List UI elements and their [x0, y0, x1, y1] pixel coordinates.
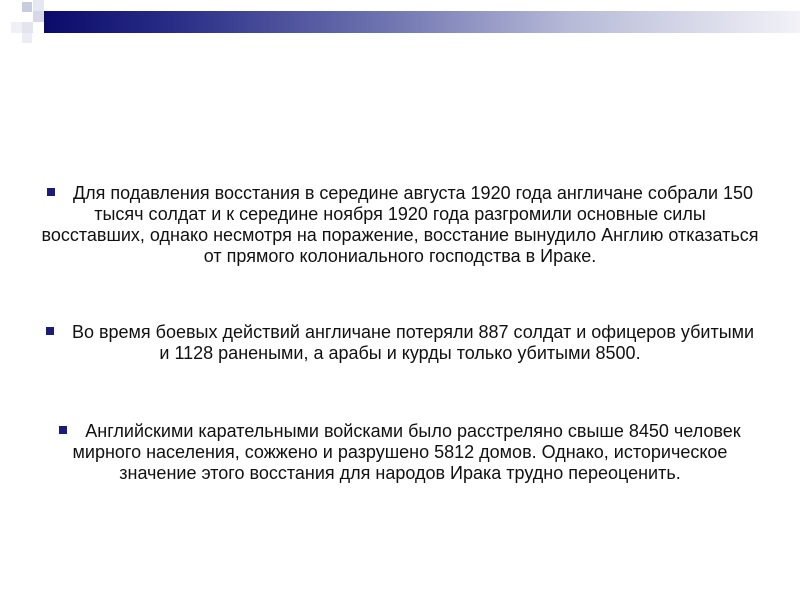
bullet-text: Во время боевых действий англичане потеряли 887 солдат и офицеров убитыми и 1128 ранеными, а арабы и курды только убитыми 8500.	[71, 322, 755, 363]
decorative-square	[22, 2, 32, 12]
bullet-text: Для подавления восстания в середине августа 1920 года англичане собрали 150 тысяч солдат и к середине ноября 1920 года разгромили основные силы восставших, однако несмотря на поражение, восстание вынудило Англию отказаться от прямого колониального господства в Ираке.	[41, 183, 759, 266]
square-bullet-icon	[46, 327, 54, 335]
decorative-square	[22, 22, 33, 33]
bullet-item	[40, 183, 760, 267]
bullet-item	[40, 421, 760, 484]
decorative-square	[12, 0, 22, 10]
square-bullet-icon	[47, 188, 55, 196]
header-gradient-bar	[44, 11, 800, 33]
square-bullet-icon	[59, 426, 67, 434]
decorative-square	[11, 22, 22, 33]
decorative-square	[0, 0, 12, 11]
bullet-text: Английскими карательными войсками было расстреляно свыше 8450 человек мирного населения, сожжено и разрушено 5812 домов. Однако, историческое значение этого восстания для народов Ирака трудно переоценить.	[72, 421, 741, 483]
decorative-square	[33, 0, 44, 11]
decorative-square	[22, 33, 32, 43]
decorative-square	[33, 11, 44, 22]
bullet-item	[40, 322, 760, 364]
